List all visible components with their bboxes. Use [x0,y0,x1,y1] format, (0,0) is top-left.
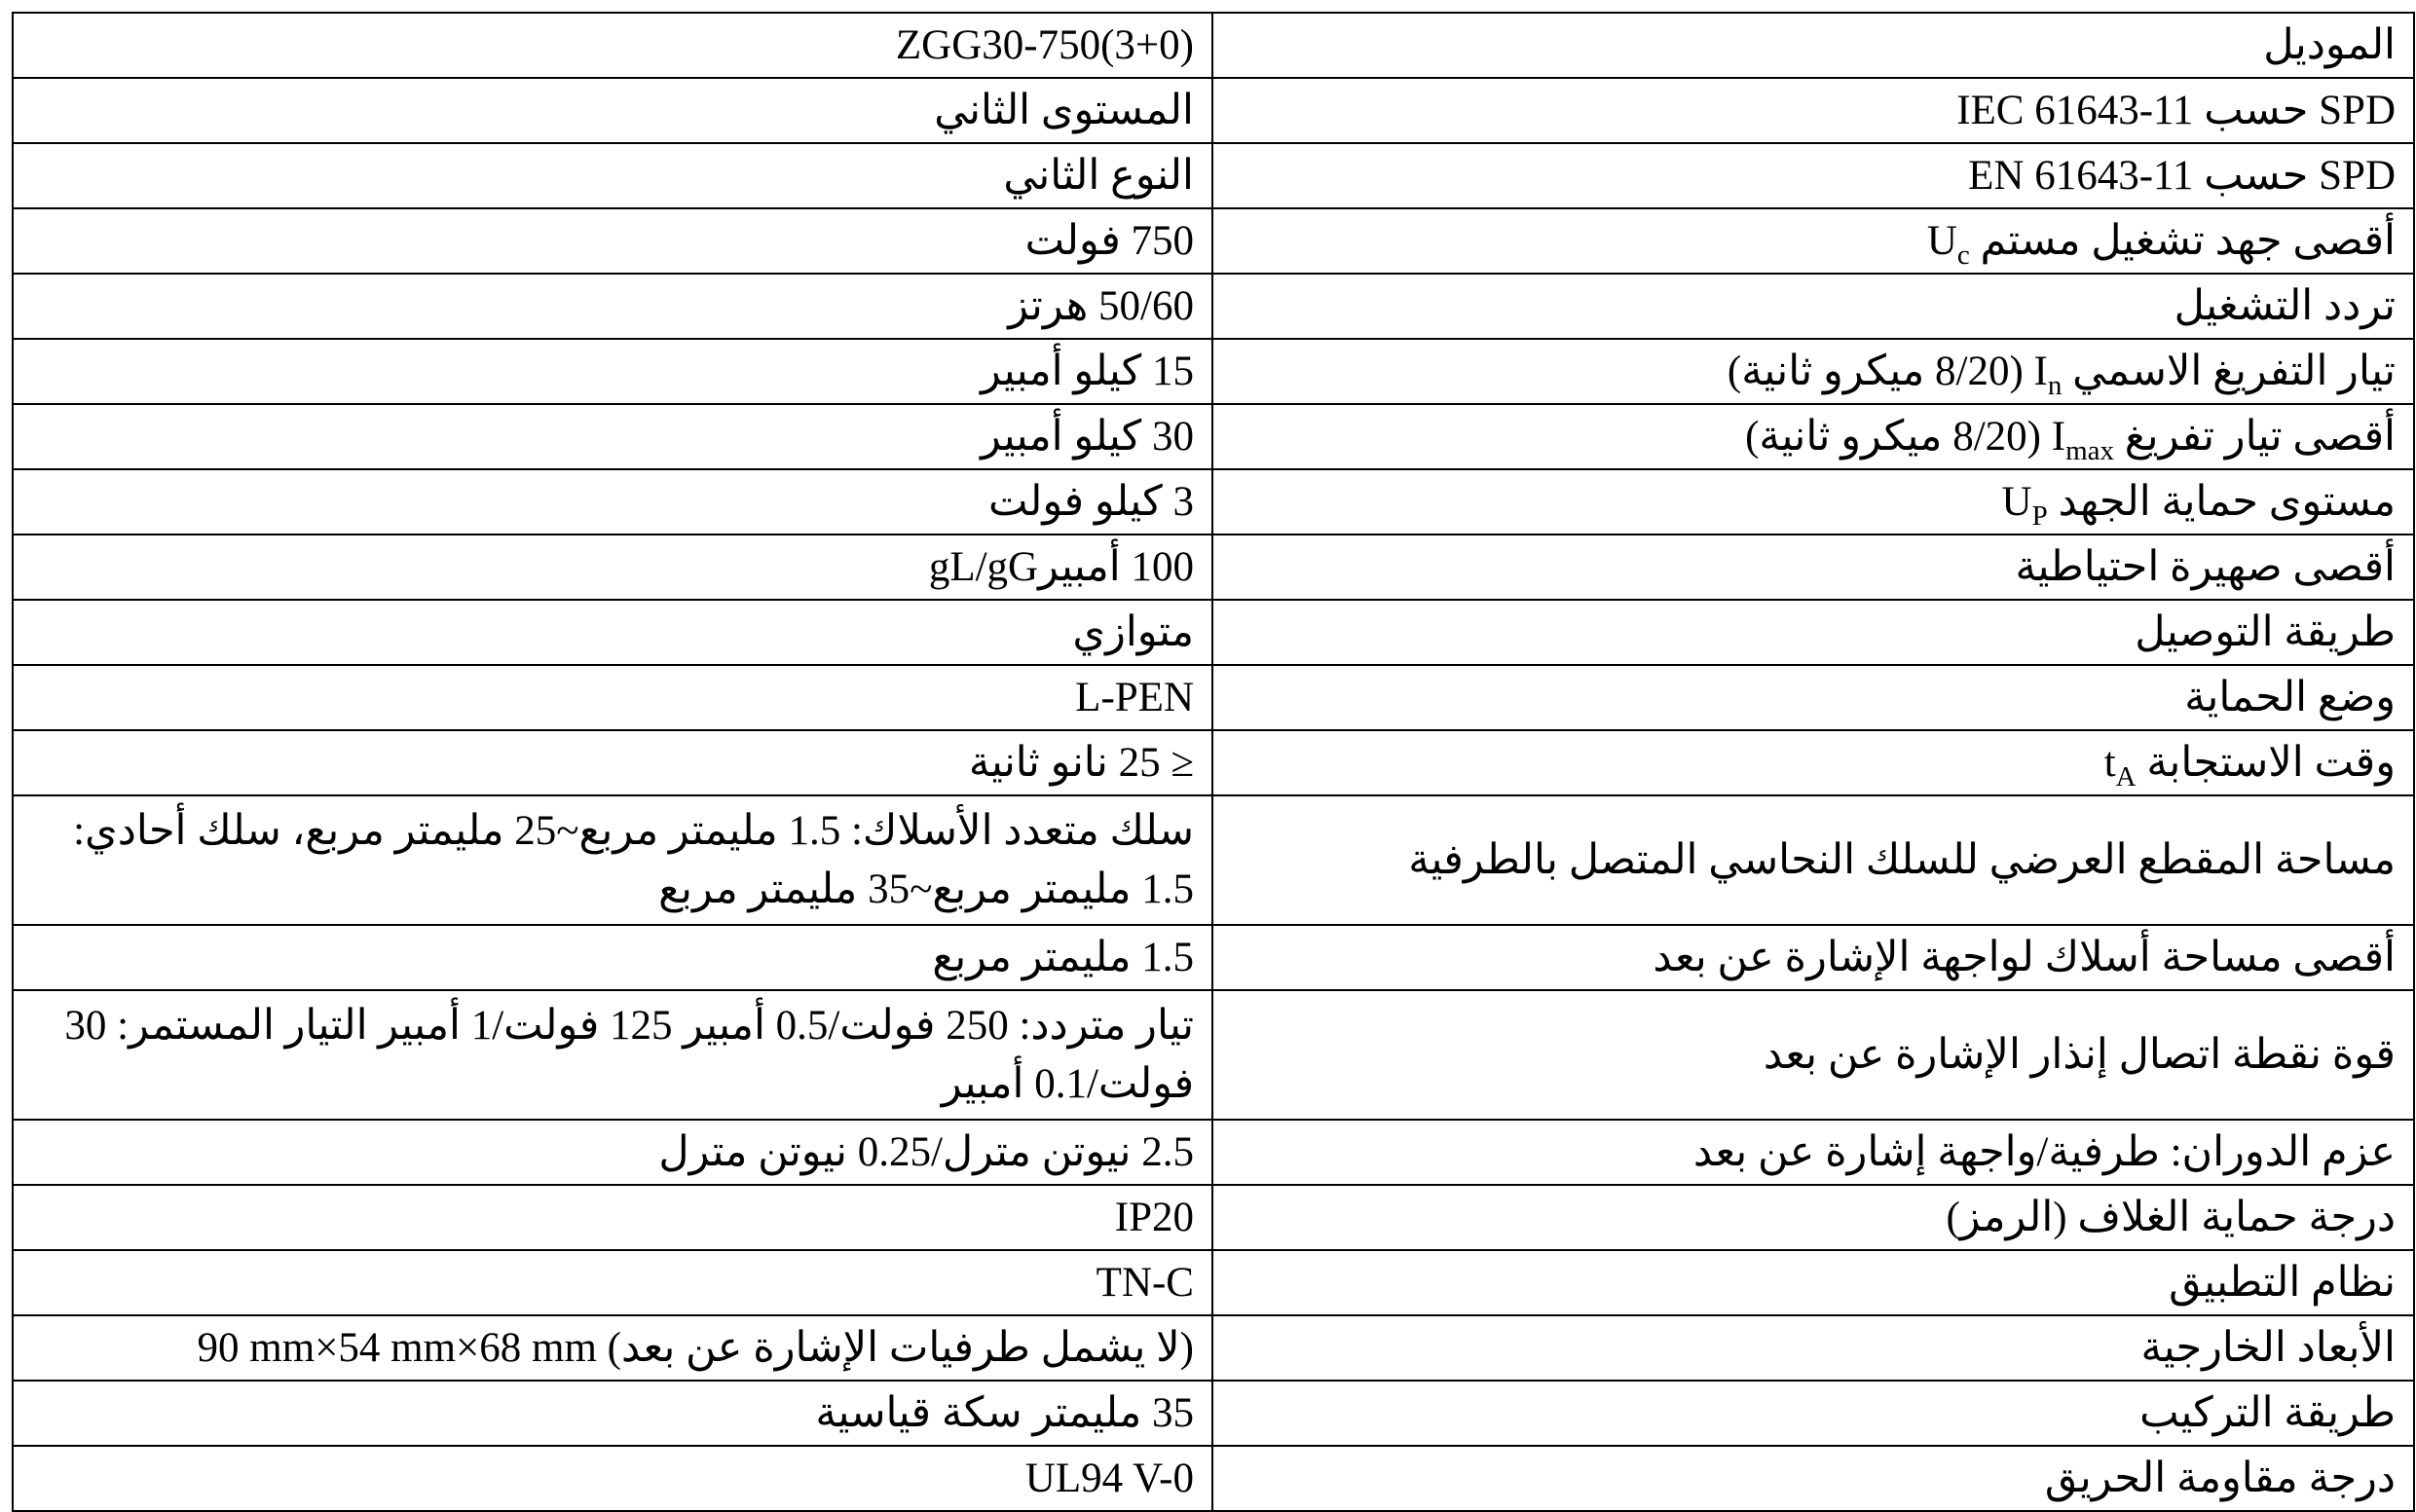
spec-row-nominal-discharge-current [13,339,2414,404]
connection-method-value: متوازي [13,600,1212,665]
backup-fuse-label: أقصى صهيرة احتياطية [1212,535,2414,600]
spec-row-max-operating-voltage [13,208,2414,274]
symbol: U [1926,217,1957,264]
protection-mode-label: وضع الحماية [1212,665,2414,730]
spec-row-backup-fuse [13,535,2414,600]
remote-alarm-contact-rating-value: تيار متردد: 250 فولت/0.5 أمبير 125 فولت/1 أمبير التيار المستمر: 30 فولت/0.1 أمبير [13,990,1212,1120]
conductor-cross-section-label: مساحة المقطع العرضي للسلك النحاسي المتصل بالطرفية [1212,795,2414,925]
max-operating-voltage-label [1212,208,2414,274]
spec-row-fire-rating [13,1446,2414,1511]
spec-row-application-system [13,1250,2414,1315]
symbol-subscript: P [2031,499,2048,532]
label-suffix: (8/20 ميكرو ثانية) [1745,413,2052,460]
label-text: مستوى حماية الجهد [2047,478,2396,525]
symbol: U [2001,478,2032,525]
symbol-subscript: n [2047,369,2063,401]
label-text: أقصى تيار تفريغ [2114,413,2396,460]
spec-row-mounting [13,1381,2414,1446]
spec-row-frequency [13,274,2414,339]
remote-alarm-contact-rating-label: قوة نقطة اتصال إنذار الإشارة عن بعد [1212,990,2414,1120]
dimensions-label: الأبعاد الخارجية [1212,1315,2414,1381]
enclosure-rating-value: IP20 [13,1185,1212,1250]
spec-row-remote-signal-wire-area [13,925,2414,990]
max-discharge-current-label [1212,404,2414,469]
symbol-subscript: A [2115,760,2137,793]
voltage-protection-level-label [1212,469,2414,535]
torque-label: عزم الدوران: طرفية/واجهة إشارة عن بعد [1212,1120,2414,1185]
label-text: وقت الاستجابة [2136,739,2396,786]
backup-fuse-value: 100 أمبيرgL/gG [13,535,1212,600]
en-type-value: النوع الثاني [13,143,1212,208]
frequency-value: 50/60 هرتز [13,274,1212,339]
iec-class-label: SPD حسب IEC 61643-11 [1212,78,2414,143]
symbol: I [2051,413,2066,460]
spec-row-remote-alarm-contact-rating [13,990,2414,1120]
spec-row-response-time [13,730,2414,795]
spec-row-dimensions [13,1315,2414,1381]
spec-row-model [13,13,2414,78]
remote-signal-wire-area-value: 1.5 مليمتر مربع [13,925,1212,990]
fire-rating-label: درجة مقاومة الحريق [1212,1446,2414,1511]
specifications-table [12,12,2415,1512]
iec-class-value: المستوى الثاني [13,78,1212,143]
symbol: t [2103,739,2116,786]
spec-row-voltage-protection-level [13,469,2414,535]
application-system-value: TN-C [13,1250,1212,1315]
fire-rating-value: UL94 V-0 [13,1446,1212,1511]
symbol: I [2033,348,2048,394]
response-time-label [1212,730,2414,795]
response-time-value: ≤ 25 نانو ثانية [13,730,1212,795]
nominal-discharge-current-label [1212,339,2414,404]
enclosure-rating-label: درجة حماية الغلاف (الرمز) [1212,1185,2414,1250]
spec-row-torque [13,1120,2414,1185]
application-system-label: نظام التطبيق [1212,1250,2414,1315]
remote-signal-wire-area-label: أقصى مساحة أسلاك لواجهة الإشارة عن بعد [1212,925,2414,990]
mounting-label: طريقة التركيب [1212,1381,2414,1446]
symbol-subscript: c [1956,239,1970,271]
connection-method-label: طريقة التوصيل [1212,600,2414,665]
frequency-label: تردد التشغيل [1212,274,2414,339]
max-operating-voltage-value: 750 فولت [13,208,1212,274]
protection-mode-value: L-PEN [13,665,1212,730]
spec-row-protection-mode [13,665,2414,730]
spec-row-en-type [13,143,2414,208]
max-discharge-current-value: 30 كيلو أمبير [13,404,1212,469]
model-value: ZGG30-750(3+0) [13,13,1212,78]
spec-row-iec-class [13,78,2414,143]
dimensions-value: 90 mm×54 mm×68 mm (لا يشمل طرفيات الإشارة عن بعد) [13,1315,1212,1381]
mounting-value: 35 مليمتر سكة قياسية [13,1381,1212,1446]
label-text: أقصى جهد تشغيل مستم [1969,217,2396,264]
torque-value: 2.5 نيوتن مترل/0.25 نيوتن مترل [13,1120,1212,1185]
spec-row-max-discharge-current [13,404,2414,469]
model-label: الموديل [1212,13,2414,78]
conductor-cross-section-value: سلك متعدد الأسلاك: 1.5 مليمتر مربع~25 مليمتر مربع، سلك أحادي: 1.5 مليمتر مربع~35 مليمتر مربع [13,795,1212,925]
spec-row-connection-method [13,600,2414,665]
label-suffix: (8/20 ميكرو ثانية) [1727,348,2034,394]
symbol-subscript: max [2065,434,2114,466]
spec-row-enclosure-rating [13,1185,2414,1250]
nominal-discharge-current-value: 15 كيلو أمبير [13,339,1212,404]
spec-row-conductor-cross-section [13,795,2414,925]
en-type-label: SPD حسب EN 61643-11 [1212,143,2414,208]
voltage-protection-level-value: 3 كيلو فولت [13,469,1212,535]
label-text: تيار التفريغ الاسمي [2062,348,2396,394]
